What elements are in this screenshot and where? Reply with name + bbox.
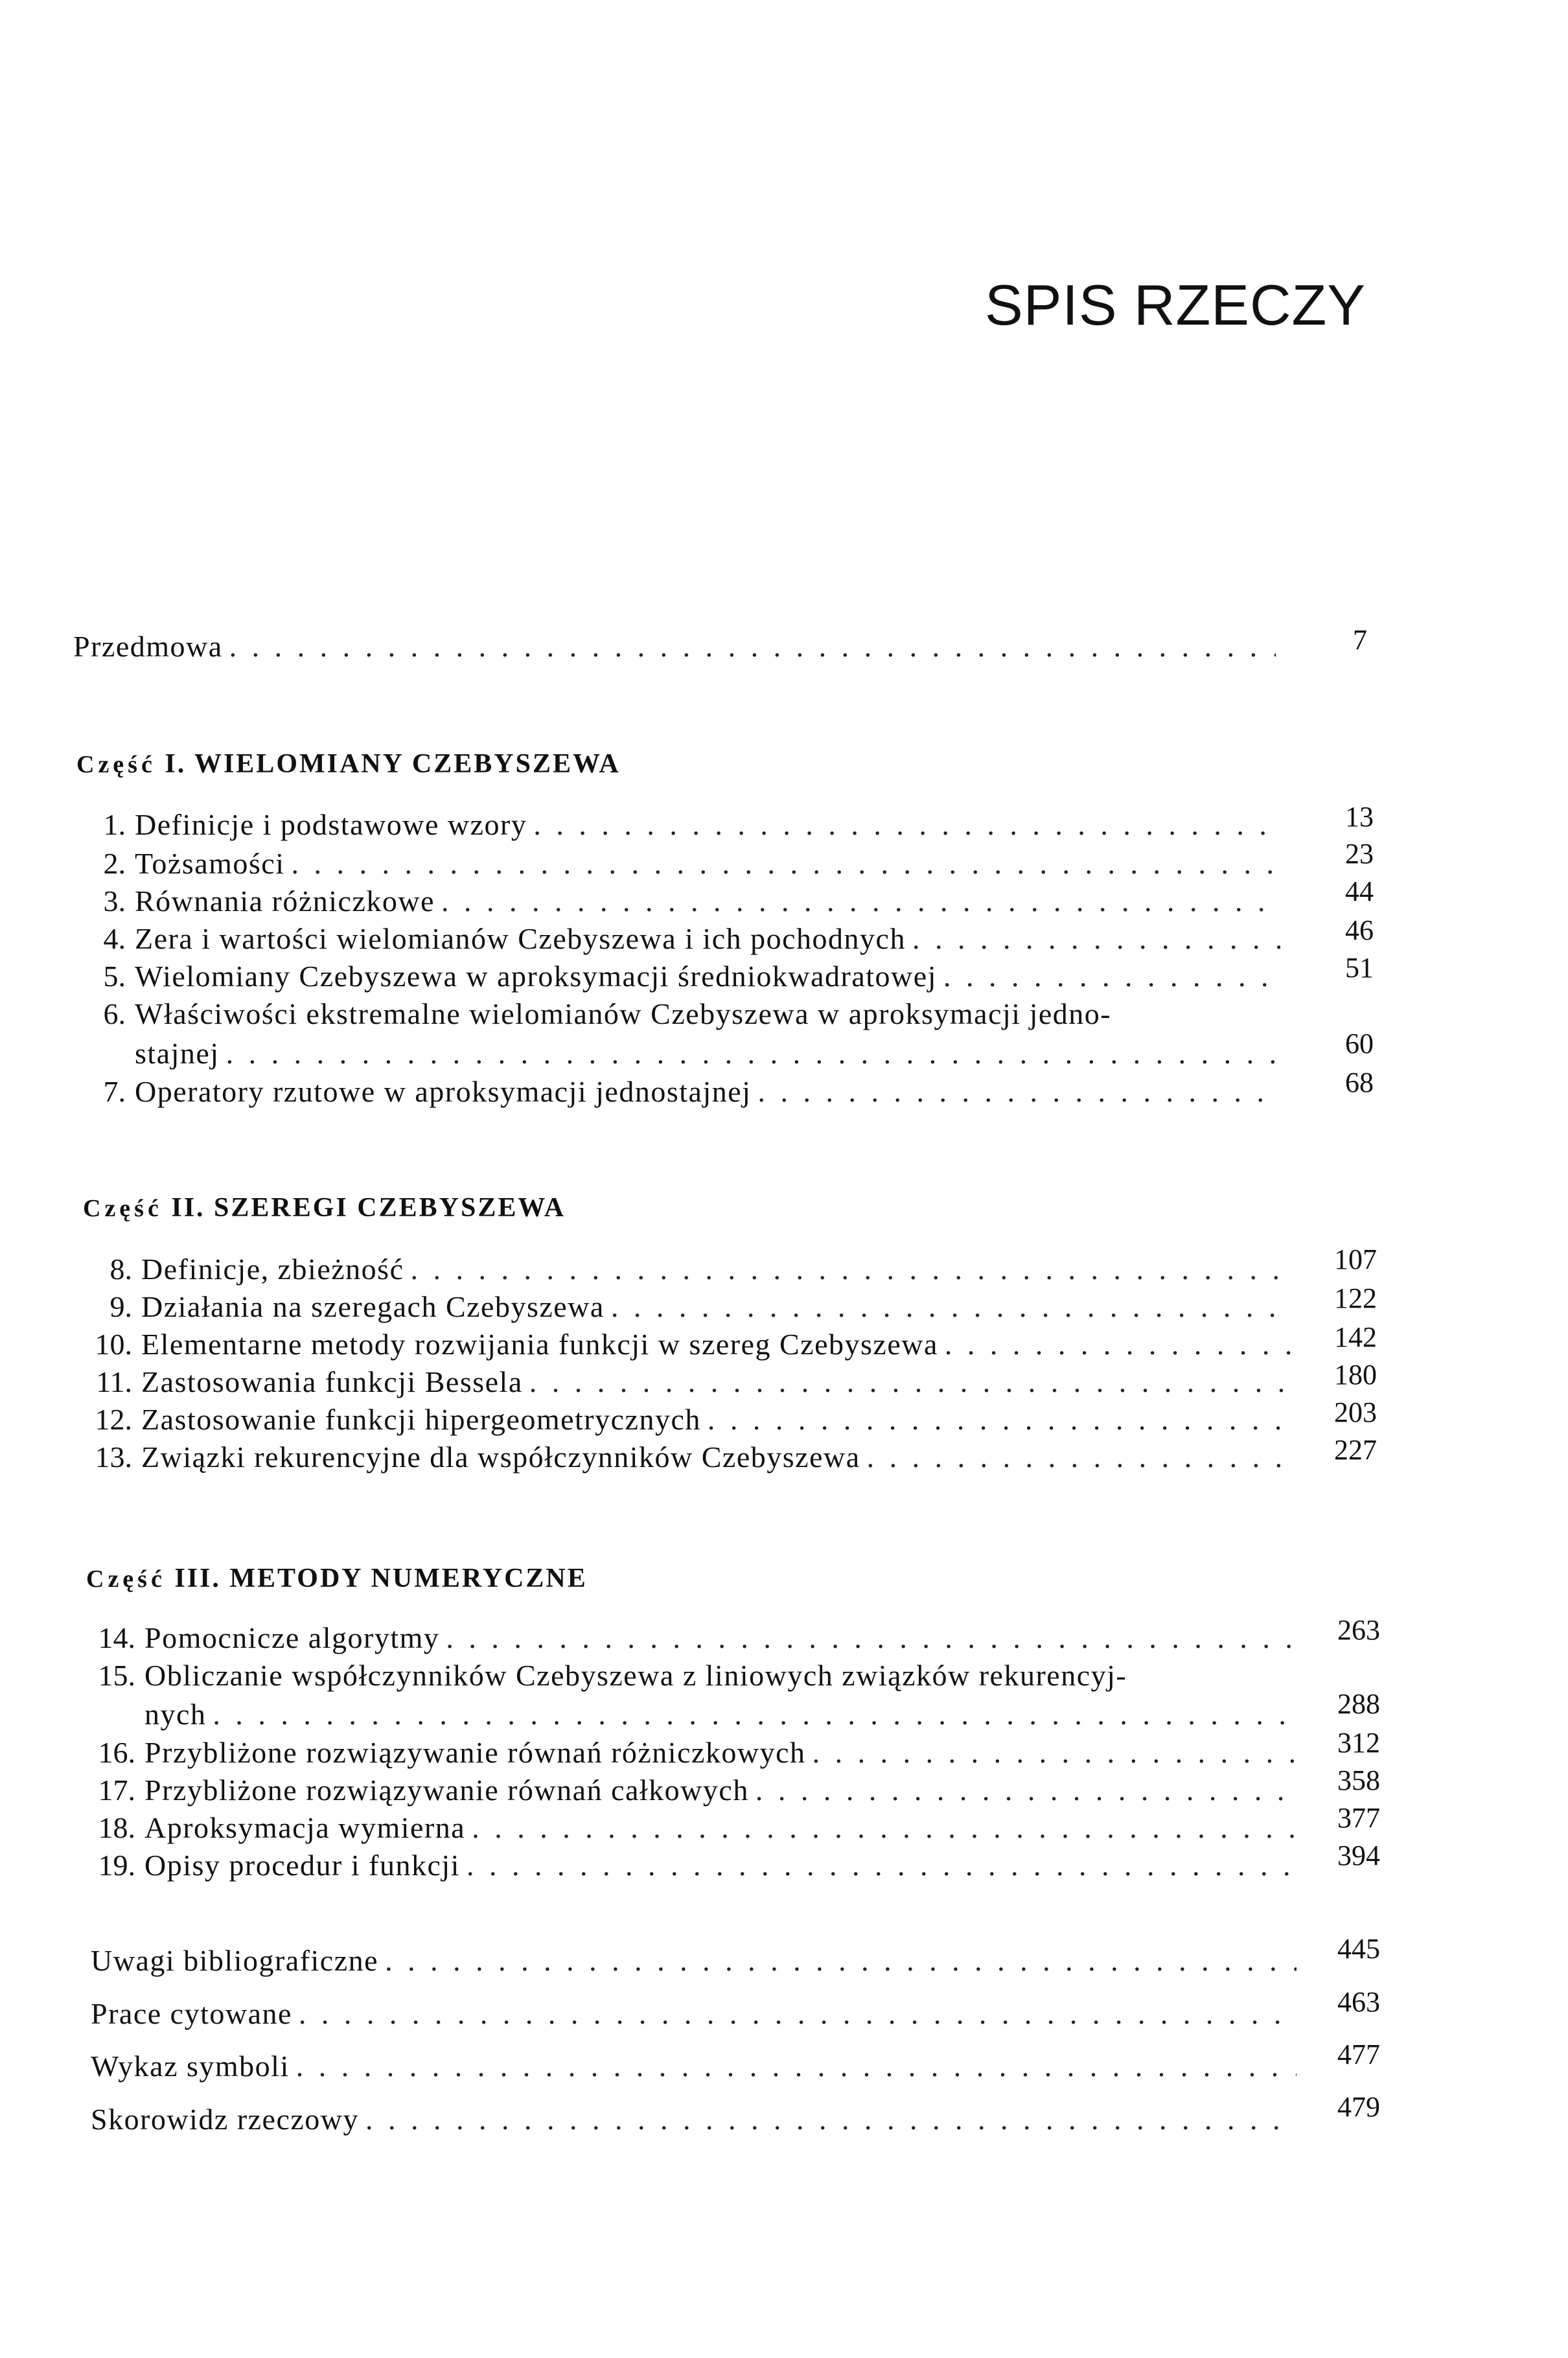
chapter-number: 3. (103, 884, 126, 918)
leader-dots (213, 1700, 1297, 1729)
leader-dots (529, 1367, 1293, 1397)
leader-dots (296, 2052, 1297, 2081)
toc-entry[interactable] (71, 886, 1283, 916)
page-number: 44 (1345, 875, 1374, 907)
toc-entry[interactable] (81, 1851, 1299, 1880)
entry-label: Zera i wartości wielomianów Czebyszewa i ich pochodnych (135, 922, 906, 955)
entry-label: Definicje, zbieżność (141, 1253, 404, 1286)
entry-label: Wykaz symboli (91, 2050, 290, 2083)
entry-label-continuation: stajnej (135, 1037, 220, 1070)
page-number: 263 (1337, 1614, 1380, 1646)
page-number: 288 (1337, 1688, 1380, 1720)
leader-dots (385, 1946, 1297, 1976)
toc-entry-back-matter[interactable] (91, 2105, 1299, 2134)
chapter-number: 9. (110, 1290, 132, 1323)
page-number: 227 (1334, 1434, 1377, 1466)
leader-dots (813, 1738, 1297, 1768)
page-number: 68 (1345, 1067, 1374, 1098)
toc-entry[interactable] (78, 1442, 1296, 1472)
leader-dots (867, 1442, 1293, 1472)
leader-dots (533, 810, 1280, 840)
entry-label: Skorowidz rzeczowy (91, 2103, 360, 2136)
entry-label: Zastosowania funkcji Bessela (141, 1365, 523, 1398)
page-number: 122 (1334, 1282, 1377, 1314)
toc-entry[interactable] (81, 1738, 1299, 1768)
toc-entry[interactable] (81, 1813, 1299, 1843)
chapter-number: 18. (98, 1811, 135, 1844)
entry-label: Opisy procedur i funkcji (144, 1849, 460, 1882)
chapter-number: 16. (98, 1736, 135, 1769)
part-name: SZEREGI CZEBYSZEWA (214, 1193, 566, 1223)
chapter-number: 12. (95, 1403, 132, 1436)
page-number: 23 (1345, 838, 1374, 870)
page-number: 7 (1353, 624, 1367, 656)
leader-dots (410, 1254, 1293, 1284)
page-number: 107 (1334, 1243, 1377, 1275)
entry-label: Właściwości ekstremalne wielomianów Czebyszewa w aproksymacji jedno- (135, 997, 1112, 1030)
page-number: 51 (1345, 952, 1374, 984)
leader-dots (446, 1623, 1297, 1653)
chapter-number: 17. (98, 1774, 135, 1807)
toc-entry-preface[interactable] (73, 632, 1278, 662)
chapter-number: 1. (103, 808, 126, 841)
part-heading (83, 1192, 566, 1223)
entry-label: Przybliżone rozwiązywanie równań różniczkowych (144, 1736, 806, 1769)
page-number: 479 (1337, 2091, 1380, 2123)
page-title: SPIS RZECZY (985, 273, 1366, 337)
chapter-number: 2. (103, 847, 126, 880)
part-word: Część (86, 1566, 166, 1593)
toc-entry-continuation[interactable] (135, 1039, 1283, 1069)
page-number: 394 (1337, 1840, 1380, 1871)
page-number: 312 (1337, 1727, 1380, 1759)
chapter-number: 15. (98, 1659, 135, 1692)
toc-entry[interactable] (71, 849, 1283, 879)
entry-label: Związki rekurencyjne dla współczynników Czebyszewa (141, 1440, 860, 1474)
entry-label: Przybliżone rozwiązywanie równań całkowych (144, 1774, 749, 1807)
toc-entry[interactable] (71, 1077, 1283, 1107)
toc-entry-back-matter[interactable] (91, 1946, 1299, 1976)
page-number: 477 (1337, 2039, 1380, 2070)
leader-dots (611, 1292, 1293, 1322)
chapter-number: 19. (98, 1849, 135, 1882)
entry-label: Zastosowanie funkcji hipergeometrycznych (141, 1403, 701, 1436)
part-name: METODY NUMERYCZNE (229, 1564, 588, 1593)
entry-label: Działania na szeregach Czebyszewa (141, 1290, 605, 1323)
page-number: 60 (1345, 1028, 1374, 1059)
leader-dots (441, 886, 1280, 916)
leader-dots (229, 632, 1276, 662)
entry-label: Obliczanie współczynników Czebyszewa z liniowych związków rekurencyj- (144, 1659, 1127, 1692)
chapter-number: 5. (103, 960, 126, 993)
part-word: Część (76, 751, 156, 778)
entry-label: Równania różniczkowe (135, 884, 435, 918)
entry-label-continuation: nych (144, 1698, 207, 1731)
toc-entry[interactable] (71, 924, 1283, 954)
page-number: 13 (1345, 801, 1374, 833)
page-number: 46 (1345, 914, 1374, 946)
part-numeral: III. (174, 1564, 221, 1593)
leader-dots (472, 1813, 1297, 1843)
toc-entry[interactable] (71, 962, 1283, 991)
toc-entry-back-matter[interactable] (91, 1999, 1299, 2029)
part-heading (86, 1563, 588, 1594)
page-number: 203 (1334, 1396, 1377, 1428)
entry-label: Uwagi bibliograficzne (91, 1944, 379, 1977)
toc-entry[interactable] (71, 810, 1283, 840)
page-number: 463 (1337, 1986, 1380, 2018)
entry-label: Przedmowa (73, 630, 223, 663)
toc-entry-continuation[interactable] (144, 1700, 1299, 1729)
part-name: WIELOMIANY CZEBYSZEWA (194, 749, 621, 779)
chapter-number: 4. (103, 922, 126, 955)
chapter-number: 14. (98, 1621, 135, 1654)
leader-dots (226, 1039, 1280, 1069)
chapter-number: 10. (95, 1328, 132, 1361)
entry-label: Definicje i podstawowe wzory (135, 808, 527, 841)
leader-dots (943, 962, 1280, 991)
part-numeral: II. (171, 1193, 205, 1223)
leader-dots (757, 1077, 1280, 1107)
entry-label: Operatory rzutowe w aproksymacji jednostajnej (135, 1075, 752, 1108)
page-number: 142 (1334, 1321, 1377, 1353)
toc-entry[interactable] (81, 1775, 1299, 1805)
part-word: Część (83, 1195, 163, 1222)
entry-label: Pomocnicze algorytmy (144, 1621, 440, 1654)
toc-entry[interactable] (78, 1367, 1296, 1397)
part-numeral: I. (165, 749, 187, 779)
entry-label: Prace cytowane (91, 1997, 292, 2030)
chapter-number: 6. (103, 997, 126, 1030)
leader-dots (945, 1330, 1293, 1359)
toc-entry-back-matter[interactable] (91, 2052, 1299, 2081)
toc-entry[interactable] (78, 1292, 1296, 1322)
toc-entry[interactable] (81, 1661, 1299, 1691)
leader-dots (299, 1999, 1297, 2029)
toc-entry[interactable] (78, 1405, 1296, 1435)
entry-label: Wielomiany Czebyszewa w aproksymacji średniokwadratowej (135, 960, 937, 993)
part-heading (76, 748, 621, 780)
toc-entry[interactable] (78, 1254, 1296, 1284)
entry-label: Tożsamości (135, 847, 285, 880)
chapter-number: 13. (95, 1440, 132, 1474)
page-number: 180 (1334, 1359, 1377, 1391)
toc-entry[interactable] (81, 1623, 1299, 1653)
leader-dots (467, 1851, 1297, 1880)
chapter-number: 11. (96, 1365, 132, 1398)
leader-dots (755, 1775, 1297, 1805)
leader-dots (365, 2105, 1297, 2134)
leader-dots (708, 1405, 1293, 1435)
leader-dots (292, 849, 1280, 879)
page-number: 358 (1337, 1764, 1380, 1796)
toc-entry[interactable] (71, 999, 1283, 1029)
leader-dots (912, 924, 1280, 954)
toc-entry[interactable] (78, 1330, 1296, 1359)
entry-label: Elementarne metody rozwijania funkcji w szereg Czebyszewa (141, 1328, 938, 1361)
chapter-number: 7. (103, 1075, 126, 1108)
chapter-number: 8. (110, 1253, 132, 1286)
entry-label: Aproksymacja wymierna (144, 1811, 466, 1844)
page-number: 445 (1337, 1933, 1380, 1965)
page-number: 377 (1337, 1802, 1380, 1834)
